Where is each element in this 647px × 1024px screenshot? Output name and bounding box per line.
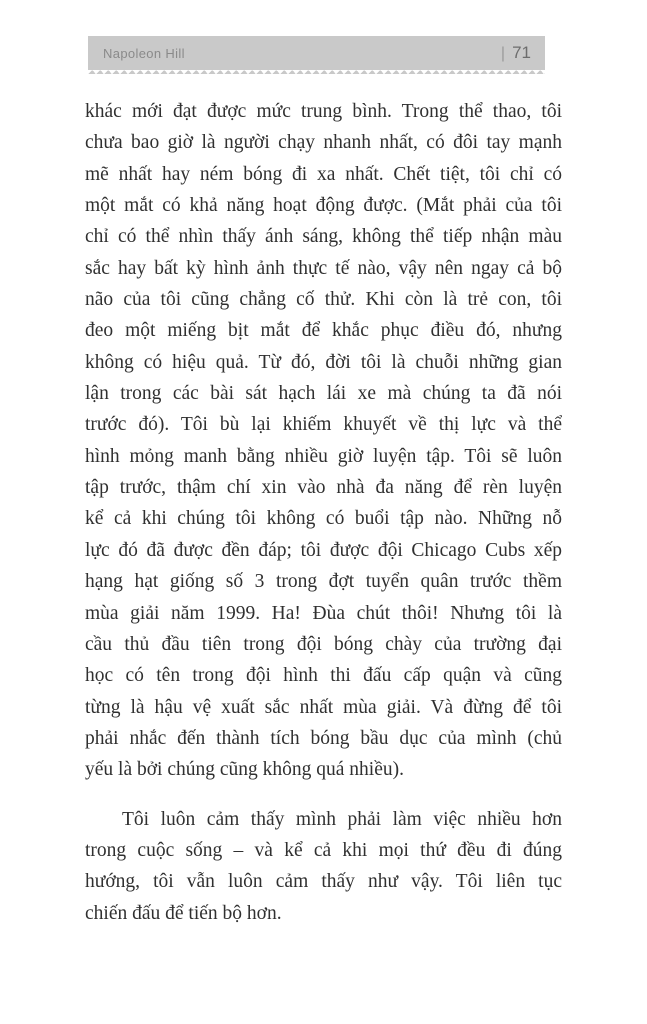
text-line: kể cả khi chúng tôi không có buổi tập nào. Những nỗ — [85, 508, 562, 530]
text-line: hình mỏng manh bằng nhiều giờ luyện tập. Tôi sẽ luôn — [85, 445, 562, 467]
text-line: sắc hay bất kỳ hình ảnh thực tế nào, vậy nên ngay cả bộ — [85, 257, 562, 279]
text-line: hạng hạt giống số 3 trong đợt tuyển quân trước thềm — [85, 571, 562, 593]
page-number-separator: | — [500, 45, 506, 62]
text-line: chiến đấu để tiến bộ hơn. — [85, 902, 282, 924]
text-line: trong cuộc sống – và kể cả khi mọi thứ đều đi đúng — [85, 839, 562, 861]
text-line: không có hiệu quả. Từ đó, đời tôi là chuỗi những gian — [85, 351, 562, 373]
text-line: hướng, tôi vẫn luôn cảm thấy như vậy. Tôi liên tục — [85, 871, 562, 893]
text-line: tập trước, thậm chí xin vào nhà đa năng để rèn luyện — [85, 477, 562, 499]
text-line: mùa giải năm 1999. Ha! Đùa chút thôi! Nhưng tôi là — [85, 602, 562, 624]
text-line: một mắt có khả năng hoạt động được. (Mắt phải của tôi — [85, 195, 562, 217]
text-line: phải nhắc đến thành tích bóng bầu dục của mình (chủ — [85, 727, 562, 749]
text-line: lận trong các bài sát hạch lái xe mà chúng ta đã nói — [85, 383, 562, 405]
text-line: từng là hậu vệ xuất sắc nhất mùa giải. Và đừng để tôi — [85, 696, 562, 718]
page-number-value: 71 — [512, 43, 531, 62]
paragraph — [85, 804, 562, 929]
page-number — [501, 43, 531, 63]
text-line: Tôi luôn cảm thấy mình phải làm việc nhiều hơn — [122, 808, 562, 830]
body-text — [85, 96, 562, 929]
text-line: trước đó). Tôi bù lại khiếm khuyết về thị lực và thể — [85, 414, 562, 436]
text-line: yếu là bởi chúng cũng không quá nhiều). — [85, 759, 404, 781]
text-line: chưa bao giờ là người chạy nhanh nhất, có đôi tay mạnh — [85, 132, 562, 154]
text-line: cầu thủ đầu tiên trong đội bóng chày của trường đại — [85, 633, 562, 655]
text-line: mẽ nhất hay ném bóng đi xa nhất. Chết tiệt, tôi chỉ có — [85, 163, 562, 185]
paragraph — [85, 96, 562, 786]
text-line: khác mới đạt được mức trung bình. Trong thể thao, tôi — [85, 101, 562, 122]
text-line: não của tôi cũng chẳng cố thử. Khi còn là trẻ con, tôi — [85, 289, 562, 311]
text-line: đeo một miếng bịt mắt để khắc phục điều đó, nhưng — [85, 320, 562, 342]
text-line: chỉ có thể nhìn thấy ánh sáng, không thể tiếp nhận màu — [85, 226, 562, 248]
text-line: lực đó đã được đền đáp; tôi được đội Chicago Cubs xếp — [85, 539, 562, 561]
text-line: học có tên trong đội hình thi đấu cấp quận và cũng — [85, 665, 562, 687]
page-header — [88, 36, 545, 70]
author-name: Napoleon Hill — [103, 45, 185, 61]
